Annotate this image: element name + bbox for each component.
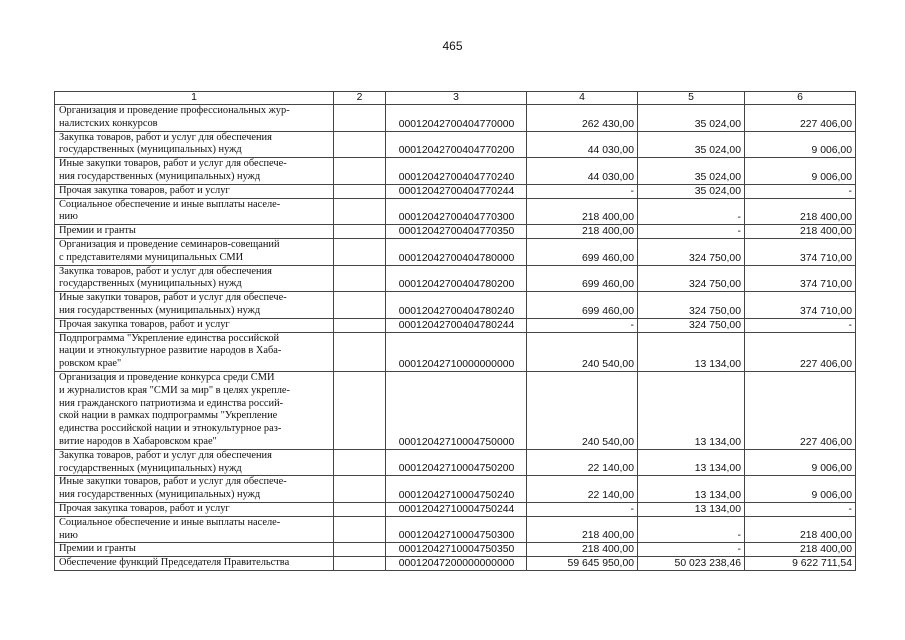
header-cell: 1: [55, 92, 334, 105]
row-col4-value: 699 460,00: [527, 238, 638, 265]
row-col4-value: 218 400,00: [527, 516, 638, 543]
row-col6-value: 218 400,00: [745, 198, 856, 225]
table-row: [55, 225, 856, 239]
row-col4-value: 218 400,00: [527, 198, 638, 225]
row-col5-value: -: [638, 543, 745, 557]
row-name-cell: Организация и проведение профессиональных жур- налистских конкурсов: [55, 105, 334, 132]
row-code-cell: 00012042710004750300: [386, 516, 527, 543]
table-row: [55, 502, 856, 516]
row-code-cell: 00012042710004750240: [386, 476, 527, 503]
row-col6-value: 9 006,00: [745, 449, 856, 476]
row-col2-cell: [334, 198, 386, 225]
row-col5-value: 13 134,00: [638, 449, 745, 476]
table-row: [55, 476, 856, 503]
row-col6-value: -: [745, 318, 856, 332]
row-code-cell: 00012042710004750350: [386, 543, 527, 557]
row-code-cell: 00012042710000000000: [386, 332, 527, 371]
row-col6-value: 9 006,00: [745, 158, 856, 185]
row-col2-cell: [334, 318, 386, 332]
table-row: [55, 158, 856, 185]
row-col6-value: 374 710,00: [745, 238, 856, 265]
header-row: [55, 92, 856, 105]
row-col6-value: 9 622 711,54: [745, 557, 856, 571]
table-row: [55, 105, 856, 132]
page-number: 465: [442, 39, 463, 53]
row-col2-cell: [334, 158, 386, 185]
row-code-cell: 00012042700404780244: [386, 318, 527, 332]
table-row: [55, 449, 856, 476]
table-row: [55, 184, 856, 198]
row-col6-value: 218 400,00: [745, 516, 856, 543]
row-name-cell: Прочая закупка товаров, работ и услуг: [55, 184, 334, 198]
row-code-cell: 00012042710004750200: [386, 449, 527, 476]
row-code-cell: 00012042700404770350: [386, 225, 527, 239]
row-col5-value: 324 750,00: [638, 318, 745, 332]
row-col5-value: 324 750,00: [638, 292, 745, 319]
table-row: [55, 371, 856, 449]
row-name-cell: Закупка товаров, работ и услуг для обеспечения государственных (муниципальных) нужд: [55, 131, 334, 158]
table-row: [55, 557, 856, 571]
row-col4-value: 240 540,00: [527, 371, 638, 449]
row-col2-cell: [334, 516, 386, 543]
row-name-cell: Прочая закупка товаров, работ и услуг: [55, 502, 334, 516]
row-col5-value: 35 024,00: [638, 184, 745, 198]
row-col2-cell: [334, 502, 386, 516]
row-code-cell: 00012042700404770240: [386, 158, 527, 185]
row-col4-value: 59 645 950,00: [527, 557, 638, 571]
row-col4-value: 22 140,00: [527, 476, 638, 503]
row-col4-value: 44 030,00: [527, 131, 638, 158]
row-name-cell: Социальное обеспечение и иные выплаты населе- нию: [55, 516, 334, 543]
row-col5-value: 35 024,00: [638, 158, 745, 185]
row-col2-cell: [334, 265, 386, 292]
row-name-cell: Премии и гранты: [55, 225, 334, 239]
row-col6-value: 227 406,00: [745, 105, 856, 132]
row-code-cell: 00012042700404770244: [386, 184, 527, 198]
row-col4-value: -: [527, 184, 638, 198]
row-col4-value: 218 400,00: [527, 543, 638, 557]
row-col4-value: -: [527, 502, 638, 516]
row-name-cell: Организация и проведение семинаров-совещаний с представителями муниципальных СМИ: [55, 238, 334, 265]
row-col4-value: 218 400,00: [527, 225, 638, 239]
row-code-cell: 00012047200000000000: [386, 557, 527, 571]
row-col5-value: 324 750,00: [638, 238, 745, 265]
row-col5-value: -: [638, 516, 745, 543]
row-col4-value: -: [527, 318, 638, 332]
row-code-cell: 00012042710004750244: [386, 502, 527, 516]
row-col2-cell: [334, 238, 386, 265]
row-col2-cell: [334, 131, 386, 158]
table-row: [55, 516, 856, 543]
row-code-cell: 00012042700404780200: [386, 265, 527, 292]
row-col2-cell: [334, 292, 386, 319]
row-col2-cell: [334, 449, 386, 476]
row-col5-value: 35 024,00: [638, 131, 745, 158]
table-row: [55, 292, 856, 319]
table-row: [55, 265, 856, 292]
row-col2-cell: [334, 557, 386, 571]
header-cell: 3: [386, 92, 527, 105]
row-col4-value: 699 460,00: [527, 292, 638, 319]
row-col4-value: 240 540,00: [527, 332, 638, 371]
row-name-cell: Премии и гранты: [55, 543, 334, 557]
row-col6-value: 227 406,00: [745, 371, 856, 449]
row-name-cell: Организация и проведение конкурса среди СМИ и журналистов края "СМИ за мир" в целях укрепле- ния гражданского патриотизма и единства россий- ской нации в рамках подпрограммы "Укрепление единства российской нации и этнокультурное раз- витие народов в Хабаровском крае": [55, 371, 334, 449]
row-col6-value: 9 006,00: [745, 131, 856, 158]
row-col5-value: -: [638, 198, 745, 225]
row-col2-cell: [334, 184, 386, 198]
row-col5-value: 324 750,00: [638, 265, 745, 292]
row-col5-value: 13 134,00: [638, 502, 745, 516]
row-col6-value: -: [745, 502, 856, 516]
row-code-cell: 00012042710004750000: [386, 371, 527, 449]
row-name-cell: Обеспечение функций Председателя Правительства: [55, 557, 334, 571]
row-col2-cell: [334, 225, 386, 239]
table-row: [55, 198, 856, 225]
row-col5-value: 13 134,00: [638, 371, 745, 449]
row-col6-value: 374 710,00: [745, 292, 856, 319]
row-col5-value: 50 023 238,46: [638, 557, 745, 571]
row-col6-value: 218 400,00: [745, 543, 856, 557]
row-code-cell: 00012042700404770000: [386, 105, 527, 132]
row-code-cell: 00012042700404780000: [386, 238, 527, 265]
row-col6-value: 374 710,00: [745, 265, 856, 292]
table-row: [55, 238, 856, 265]
row-code-cell: 00012042700404770300: [386, 198, 527, 225]
row-col4-value: 44 030,00: [527, 158, 638, 185]
table-row: [55, 543, 856, 557]
row-col2-cell: [334, 105, 386, 132]
header-cell: 2: [334, 92, 386, 105]
row-code-cell: 00012042700404770200: [386, 131, 527, 158]
row-col2-cell: [334, 476, 386, 503]
row-name-cell: Прочая закупка товаров, работ и услуг: [55, 318, 334, 332]
row-col4-value: 699 460,00: [527, 265, 638, 292]
row-col5-value: -: [638, 225, 745, 239]
header-cell: 5: [638, 92, 745, 105]
row-col4-value: 22 140,00: [527, 449, 638, 476]
row-col6-value: -: [745, 184, 856, 198]
budget-table: [54, 91, 856, 571]
header-cell: 6: [745, 92, 856, 105]
row-col5-value: 13 134,00: [638, 332, 745, 371]
row-col5-value: 13 134,00: [638, 476, 745, 503]
row-col6-value: 218 400,00: [745, 225, 856, 239]
row-col6-value: 9 006,00: [745, 476, 856, 503]
header-cell: 4: [527, 92, 638, 105]
row-name-cell: Закупка товаров, работ и услуг для обеспечения государственных (муниципальных) нужд: [55, 449, 334, 476]
row-name-cell: Иные закупки товаров, работ и услуг для обеспече- ния государственных (муниципальных) нужд: [55, 158, 334, 185]
row-col2-cell: [334, 332, 386, 371]
row-code-cell: 00012042700404780240: [386, 292, 527, 319]
table-row: [55, 131, 856, 158]
row-name-cell: Иные закупки товаров, работ и услуг для обеспече- ния государственных (муниципальных) нужд: [55, 476, 334, 503]
row-col6-value: 227 406,00: [745, 332, 856, 371]
table-row: [55, 318, 856, 332]
row-name-cell: Социальное обеспечение и иные выплаты населе- нию: [55, 198, 334, 225]
row-name-cell: Подпрограмма "Укрепление единства российской нации и этнокультурное развитие народов в Хаба- ровском крае": [55, 332, 334, 371]
row-name-cell: Иные закупки товаров, работ и услуг для обеспече- ния государственных (муниципальных) нужд: [55, 292, 334, 319]
table-row: [55, 332, 856, 371]
row-col2-cell: [334, 543, 386, 557]
row-col4-value: 262 430,00: [527, 105, 638, 132]
row-name-cell: Закупка товаров, работ и услуг для обеспечения государственных (муниципальных) нужд: [55, 265, 334, 292]
row-col2-cell: [334, 371, 386, 449]
row-col5-value: 35 024,00: [638, 105, 745, 132]
